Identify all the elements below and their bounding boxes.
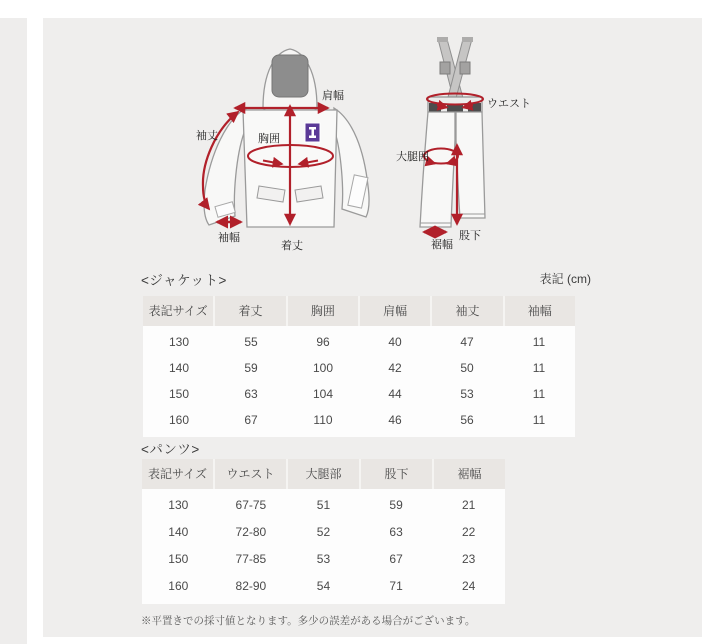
table-cell: 11 <box>532 413 546 427</box>
table-row <box>143 329 575 355</box>
table-cell: 160 <box>168 413 190 427</box>
jacket-shoulder-width-label: 肩幅 <box>322 90 344 102</box>
table-cell: 71 <box>389 579 403 593</box>
table-cell: 104 <box>312 387 334 401</box>
table-cell: 21 <box>461 498 476 512</box>
left-leg <box>420 112 455 227</box>
suspender-buckle-left <box>440 62 450 74</box>
table-header-row <box>143 296 575 326</box>
column-header: 着丈 <box>213 296 285 326</box>
table-cell: 67 <box>389 552 403 566</box>
suspender-buckle-right <box>460 62 470 74</box>
table-row <box>142 492 505 519</box>
table-header-row <box>142 459 505 489</box>
jacket-size-table <box>143 296 575 437</box>
jacket-section-head <box>141 269 597 287</box>
pants-section-title: <パンツ> <box>141 442 200 457</box>
table-cell: 51 <box>316 498 331 512</box>
table-cell: 46 <box>388 413 402 427</box>
table-cell: 100 <box>312 361 334 375</box>
table-cell: 77-85 <box>235 552 267 566</box>
column-header: 袖丈 <box>430 296 502 326</box>
table-cell: 160 <box>168 579 189 593</box>
table-cell: 55 <box>244 335 258 349</box>
table-cell: 96 <box>316 335 330 349</box>
column-header: 袖幅 <box>503 296 575 326</box>
table-cell: 50 <box>460 361 474 375</box>
table-body <box>142 489 505 604</box>
table-cell: 11 <box>532 361 546 375</box>
table-row <box>142 519 505 546</box>
jacket-diagram <box>183 38 403 256</box>
table-cell: 42 <box>388 361 402 375</box>
table-cell: 59 <box>244 361 258 375</box>
table-cell: 63 <box>389 525 403 539</box>
pants-waist-label: ウエスト <box>487 98 531 110</box>
table-cell: 110 <box>313 413 333 427</box>
table-cell: 130 <box>168 335 190 349</box>
table-row <box>143 355 575 381</box>
measurement-footnote: ※平置きでの採寸値となります。多少の誤差がある場合がございます。 <box>141 615 476 627</box>
table-cell: 53 <box>460 387 474 401</box>
pants-hem-width-label: 裾幅 <box>431 239 453 251</box>
pants-diagram <box>395 35 565 251</box>
table-cell: 53 <box>316 552 331 566</box>
column-header: 胸囲 <box>286 296 358 326</box>
table-cell: 22 <box>461 525 476 539</box>
brand-logo-glyph-bottom <box>309 136 316 139</box>
hood-opening <box>272 55 308 97</box>
table-cell: 11 <box>532 335 546 349</box>
table-cell: 130 <box>168 498 189 512</box>
suspender-tip-left <box>437 37 448 42</box>
table-cell: 40 <box>388 335 402 349</box>
suspender-tip-right <box>462 37 473 42</box>
table-cell: 63 <box>244 387 258 401</box>
table-cell: 82-90 <box>235 579 267 593</box>
table-row <box>143 381 575 407</box>
column-header: 肩幅 <box>358 296 430 326</box>
table-cell: 24 <box>461 579 476 593</box>
table-cell: 59 <box>389 498 403 512</box>
table-cell: 54 <box>316 579 331 593</box>
pants-section-head <box>141 438 597 456</box>
column-header: ウエスト <box>213 459 286 489</box>
column-header: 表記サイズ <box>143 296 213 326</box>
table-row <box>142 573 505 600</box>
table-cell: 56 <box>460 413 474 427</box>
pants-thigh-label: 大腿囲 <box>396 151 429 163</box>
jacket-sleeve-width-label: 袖幅 <box>218 232 240 244</box>
table-row <box>142 546 505 573</box>
table-cell: 67 <box>244 413 258 427</box>
table-cell: 44 <box>388 387 402 401</box>
table-cell: 47 <box>460 335 474 349</box>
table-cell: 23 <box>461 552 476 566</box>
right-leg <box>456 112 485 218</box>
jacket-body-length-label: 着丈 <box>281 240 303 252</box>
column-header: 大腿部 <box>286 459 359 489</box>
table-cell: 11 <box>532 387 546 401</box>
jacket-chest-label: 胸囲 <box>258 133 280 145</box>
unit-label: 表記 (cm) <box>539 272 591 286</box>
table-cell: 150 <box>168 387 190 401</box>
table-cell: 67-75 <box>235 498 267 512</box>
table-cell: 140 <box>168 361 190 375</box>
column-header: 股下 <box>359 459 432 489</box>
table-body <box>143 326 575 437</box>
size-chart-panel <box>43 18 702 637</box>
jacket-sleeve-length-label: 袖丈 <box>196 130 218 142</box>
table-row <box>143 407 575 433</box>
table-cell: 72-80 <box>235 525 267 539</box>
pants-size-table <box>142 459 505 604</box>
pants-inseam-label: 股下 <box>459 230 481 242</box>
table-cell: 140 <box>168 525 189 539</box>
jacket-section-title: <ジャケット> <box>141 273 227 288</box>
column-header: 裾幅 <box>432 459 505 489</box>
left-gutter <box>0 18 27 644</box>
column-header: 表記サイズ <box>142 459 213 489</box>
table-cell: 150 <box>168 552 189 566</box>
table-cell: 52 <box>316 525 331 539</box>
